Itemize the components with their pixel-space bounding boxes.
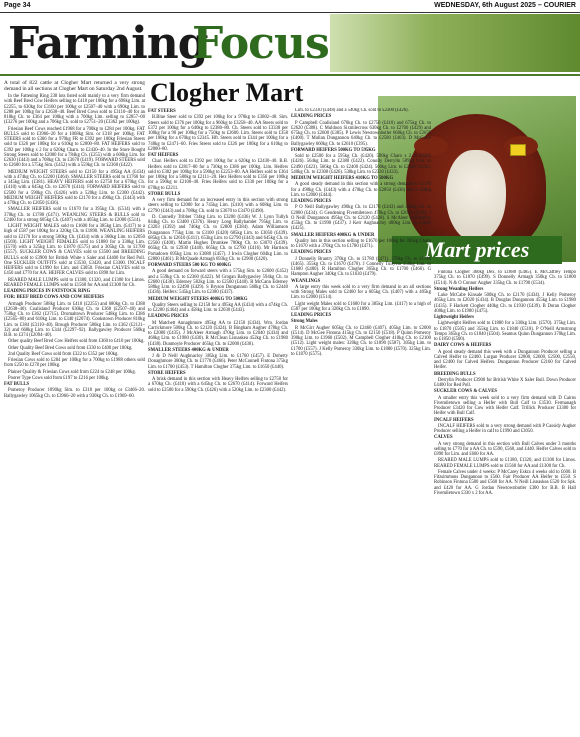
section-subheading: Strong Weanling Heifers [434,286,484,292]
section-subheading: LEADING PRICES IN FATSTOCK RING [4,289,91,294]
article-paragraph: Light weight Males sold to £1600 for a 385kg Lim. (£417) to a high of £587 per 100kg for a 320kg Ch. to £1890. [291,301,431,312]
section-subheading: CALVES [434,435,453,441]
article-paragraph: Other quality Beef Bred Cow Heifers sold from £360 to £410 per 100kg. [8,339,145,345]
article-paragraph: B.Blue Steer sold to £392 per 100kg for a 970kg to £3802–40. Sim. Steers sold to £376 per 100kg for a 960kg to £3258–40. AA Steers sold to £372 per 100kg for a 640kg to £2380–80. Ch. Steers sold to £3338 per 100kg for a 90 per 100kg for a 750kg to £2600. Lim. Steers sold to £358 per 100kg for a 670kg to £2345. Hfr. Steers sold to £344 per 100kg for a 748kg to £2471–60. Fries Steers sold to £326 per 100kg for a 610kg to £2000–80. [148,115,288,152]
article-paragraph: A good demand on forward steers with a 575kg Sim. to £2600 (£452) and a 559kg Ch. to £2360 (£422). M Grogan Ballygawley 594kg Ch. to £2600 (£438). Ederney 582kg Lim. to £2560 (£440). R McCann Ederney 580kg Lim. to £2490 (£429). S Bryson Dungannon 560kg Ch. to £2440 (£436). Heifers: 545kg Lim. to £2380 (£437). [148,269,288,296]
article-paragraph: J Donnelly Brantry 370kg Ch. to £1780 (£471). 370kg Ch. to £1720 (£465). 355kg Ch. to £1670 (£470). J Connelly Tullyvar 350kg Lim. to £1680 (£480). R Hamilton Clogher 365kg Ch. to £1700 (£466). G Hampton Augher 340kg Ch. to £1630 (£479). [291,256,431,278]
section-subheading: LEADING PRICES [148,314,189,320]
article-column-3 [291,108,431,734]
article-paragraph: P O Neill Ballygawley 490kg Ch. to £2170 (£443) and 460kg Ch. to £2000 (£434). G Gendening Fivemiletown 470kg Ch. to £2050 (£436). J O Neill Dungannon 495kg Ch. to £2120 (£428). S McAleer Ballinderry 455kg Ch. to £1990 (£437). J Kerr Aughnacloy 480kg Lim. to £2040 (£425). [291,205,431,232]
article-paragraph: A large entry this week sold to a very firm demand in an all sections with Strong Males sold to £2460 for a 605kg Ch. (£407) with a 405kg Lim. to £2000 (£514). [291,284,431,301]
masthead-field-photo [330,14,580,72]
section-subheading: LEADING PRICES [291,114,332,120]
article-paragraph: Friesian Beef Cows reached £1968 for a 700kg to £284 per 100kg. FAT BULLS sold to £3966–20 for a 1068kg Sim. or £318 per 100kg. FAT STEERS sold to £366 for a 970kg FR to £392 per 100kg Friesian Steers sold to £326 per 100kg for a 610kg to £2000–80. FAT HEIFERS sold to £392 per 100kg x 2 for a 620kg Charo. to £2430–40. In the Store Bought Strong Steers sold to £2000 for a 784kg Ch. (£255) with a 606kg Lim. for £2630 (£443) and a 708kg Ch. to £3670 (£419). FORWARD STEERS sold to £2600 for a 575kg Sim. (£452) with a 559kg Ch. to £2360 (£422). [4,126,145,169]
article-paragraph: Quality Steers selling to £2150 for a 495kg AA (£434) with a 474kg Ch. to £2200 (£464) and a 458kg Lim. to £2030 (£443). [148,302,288,313]
section-subheading: FAT HEIFERS [148,153,179,158]
article-paragraph: R McGirr Augher 605kg Ch. to £2460 (£407). 405kg Lim. to £2000 (£514). D McGee Fintona 415kg Ch. to £2150 (£518). P Quinn Pomeroy 390kg Lim. to £1960 (£502). M Campbell Clogher 410kg Ch. to £2100 (£512). Light weight males: 320kg Ch. to £1890 (£587). 305kg Lim. to £1700 (£557). J Kelly Pomeroy 330kg Lim. to £1880 (£570). 325kg Lim. to £1870 (£575). [291,325,431,357]
section-subheading: SMALLER HEIFERS 400KG & UNDER [291,232,375,238]
article-paragraph: LIGHT WEIGHT MALES sold to £1600 for a 385kg Lim. (£417) to a high of £587 per 100kg for a 320kg Ch. to £1890. WEANLING HEIFERS sold to £2170 for a strong 500kg Ch. (£434) with a 360kg Lim. to £2050 (£569). LIGHT WEIGHT FEMALES sold to £1880 for a 330kg Lim. (£570) with a 325kg Lim. to £1870 (£575) and a 305kg Ch. to £1700 (£557). SUCKLER COWS & CALVES sold to £3500 and BREEDING BULLS sold to £3900 for British White x Saler and £4400 for Red Poll. One SUCKLER OUTFITS sold at £3530, £3420, and £3300. INCALF HEIFERS sold to £1990 for Lim. and £3050. Friesian CALVES sold to £450 and £770 for AA. HEIFER CALVES sold to £890 for Lim. [4,224,145,277]
article-paragraph: J & D Neill Aughnacloy 385kg Lim. to £1760 (£457). E Doherty Donaghmore 380kg Ch. to £1770 (£466). Peter McConnell Fintona 375kg Lim. to £1700 (£453). T Hamilton Clogher 375kg Lim. to £1650 (£440). [148,354,288,370]
article-paragraph: Female Calves under 4 weeks: P McCarey Eskra 4 weeks old to £600. B Fitzsimmons Dungannon to £560. Fair Producer AA Heifer to £550. S Robinson Fintona £580 and £560 for AA. N Neill Lisnaskea £520 for Spk. and £420 for AA. G Jordan Newtownbutler £300 for B.B. B Hall Fivemiletown £330 x 2 for AA. [434,469,576,496]
section-subheading: Strong Males [291,319,318,325]
article-column-1 [4,80,145,734]
article-paragraph: SMALLER HEIFERS sold to £1670 for a 395kg Ch. (£514) with a 370kg Ch. to £1780 (£471). WEANLING STEERS & BULLS sold to £2460 for a strong 605kg Ch. (£407) with a 405kg Lim. to £2000 (£514). [4,207,145,223]
page-header-bar [0,0,580,13]
article-paragraph: 2nd Quality Beef Cows sold from £322 to £352 per 100kg. [8,351,119,357]
article-paragraph: Lightweight Heifers sold to £1880 for a 330kg Lim. (£570). 375kg Lim. to £1870 (£505) and 355kg Lim. to £1840 (£518). P O'Neill Armstrong Tempo 365kg Ch. to £1840 (£504). Seamus Quinn Dungannon 370kg Lim. to £1850 (£500). [434,321,576,342]
section-subheading: SUCKLER COWS & CALVES [434,389,497,395]
section-subheading: FORWARD HEIFERS 500KG TO 595KG [291,147,376,153]
ear-tag [510,144,526,156]
article-paragraph: A good steady demand this week with a Dungannon Producer selling a Calved Heifer to £2400. Lurgan Producer £2800, £2600, £2500, £2550, and £2400 for Calved Heifers. Dungannon Producer £2160 for Calved Heifer. [434,349,576,371]
article-paragraph: Sold to £2500 for a 595kg Ch. (£420). 590kg Charo x 2 to £2500 (£426). 564kg Lim. to £2380 (£422). Conolly Derrylin 589kg Lim. to £2490 (£423). 566kg Ch. to £2400 (£424). 560kg Lim. to £2420 (£432). 540kg Ch. to £2300 (£426). 538kg Lim. to £2330 (£433). [291,154,431,175]
masthead-word-farming: Farming [8,18,208,69]
article-paragraph: MEDIUM WEIGHT STEERS sold to £2150 for a 495kg AA (£434) with a 474kg Ch. to £2200 (£464). SMALLER STEERS sold to £1760 for a 345kg Lim. (£381). HEAVY HEIFERS sold to £2750 for a 670kg Ch. (£410) with a 645kg Ch. to £2670 (£414). FORWARD HEIFERS sold to £2500 for a 590kg Ch. (£426) with a 520kg Lim. to £2300 (£442). MEDIUM WEIGHT HEIFERS sold to £2170 for a 490kg Ch. (£443) with a 470kg Ch. to £2050 (£436). [4,169,145,206]
article-paragraph: INCALF HEIFERS sold to a very strong demand with P Cassidy Augher Producer selling a Heifer in calf to £1990 and £3050. [434,423,576,434]
section-subheading: INCALF HEIFERS [434,417,474,423]
article-paragraph: A total of 822 cattle at Clogher Mart returned a very strong demand in all sections at Clogher Mart on Saturday 2nd August. [4,80,145,92]
section-subheading: LEADING PRICES [291,199,332,204]
article-paragraph: A very firm demand for an increased entry in this section with strong steers selling to £2000 for a 745kg Lim. (£410) with a 608kg Lim. to £2790 (£443) and a 708kg Ch. sold to £3670 to £3470 (£490). [148,198,288,214]
page-number: Page 34 [4,2,31,9]
article-paragraph: A smaller entry this week sold to a very firm demand with D Cairns Fivemiletown selling a Heifer with Bull Calf to £3530. Fermanagh Producer £3420 for Cow with Heifer Calf. Trillick Producer £3300 for Heifer with Bull Calf. [434,395,576,417]
section-subheading: MEDIUM WEIGHT HEIFERS 410KG TO 500KG [291,176,394,181]
section-subheading: FORWARD STEERS 500 KG TO 600KG [148,263,232,268]
article-column-4 [434,270,576,734]
article-paragraph: Derrylin Producer £3900 for British White X Saler Bull. Down Producer £4400 for Red Poll. [434,377,576,388]
article-paragraph: REARED MALE LUMPS sold to £1380, £1320, and £1300 for Limos. REARED FEMALE LUMPS sold to £1560 for AA and £1300 for Ch. [4,277,145,288]
article-paragraph: P Campbell Coalisland 670kg Ch. to £2750 (£410) and 675kg Ch. to £2620 (£388). C Muldoon Sixmilecross 630kg Ch. to £2700 (£429) and 675kg Ch. to £2600 (£385). P Lewis Newtownbutler 668kg Ch. to £2670 (£400). T Mullan Dungannon 640kg Ch. to £2580 (£403). D McGuire Ballygawley 660kg Ch. to £2610 (£395). [291,120,431,147]
article-paragraph: Plainer Quality & Friesian Cows sold from £224 to £248 per 100kg. [8,369,136,375]
section-subheading: STORE HEIFERS [148,370,186,376]
section-subheading: FOR: BEEF BRED COWS AND COW HEIFERS [4,295,105,301]
article-paragraph: Char. Heifers sold to £392 per 100kg for a 620kg to £2430–40. B.B. Heifers sold to £2817–80 for a 730kg to £386 per 100kg. Lim. Heifers sold to £382 per 100kg for a 590kg to £2253–80. AA Heifers sold to £364 per 100kg for a 580kg to £2111–20. Hex Heifers sold to £356 per 100kg for a 590kg to £2100–40. Fries Heifers sold to £330 per 100kg for a 670kg to £2211. [148,159,288,191]
section-subheading: LEADING PRICES [291,313,332,318]
article-paragraph: Armagh Producer 588kg Lim. to £410 (£2255) and 680kg Ch. to £388 (£2638–40). Coalisland Producer 630kg Ch. to £368 (£2507–40) and 750kg Ch. to £362 (£2715). Dromaltown Producer 548kg Lim. to £386 (£2565–80) and 610kg Lim. to £340 (£2074). Cookstown Producer 810kg Lim. to £384 (£3110–40). Brough Producer 586kg Lim. to £362 (£2121–32) and 668kg Lim. to £344 (£2297–92). Ballygawley Producer 560kg B.B. to £374 (£2094–40). [4,301,145,338]
article-paragraph: In the Fattening Ring 238 lots listed sold mainly to a very firm demand with Beef Bred Cow Heifers selling to £410 per 100kg for a 698kg Lim. at £2255, to 630kg for £3160 per 100kg or £2507–40 with a 690kg Lim. to £288 per 100kg for a £2638–40. Beef Bred Cows sold to £3110–40 for an 818kg Ch. to £364 per 100kg with a 700kg Lim. selling to £2857–00 (£3276 per 100kg and a 706kg Ch. sold to £2751–20 (£3362 per 100kg). [4,94,145,126]
article-paragraph: REARED MALE LUMPS sold to £1380, £1320, and £1300 for Limos. REARED FEMALE LUMPS sold to £1560 for AA and £1300 for Ch. [434,458,576,469]
issue-date-line: WEDNESDAY, 6th August 2025 – COURIER [434,2,576,9]
article-paragraph: Poorer Type Cows sold from £197 to £216 per 100kg. [8,375,110,381]
mart-prices-banner: Mart prices [392,236,562,264]
article-paragraph: A brisk demand in this section with Heavy Heifers selling to £2750 for a 670kg Ch. (£410) with a 645kg Ch. to £2670 (£414). Forward Heifers sold to £2500 for a 590kg Ch. (£426) with a 520kg Lim. to £2300 (£442). [148,377,288,393]
section-subheading: MEDIUM WEIGHT STEERS 400KG TO 500KG [148,296,248,302]
article-paragraph: Luke McCabe Kinsale 500kg Ch. to £2170 (£434). J Kelly Pomeroy 465kg Lim. to £2020 (£434). B Douglas Dungannon 455kg Lim. to £1980 (£435). F Hackett Clogher 440kg Ch. to £1930 (£439). B Doran Clogher 400kg Lim. to £1900 (£475). [434,293,576,314]
article-paragraph: Fintona Clogher 360kg Dex. to £1880 (£485). E McCaffrey Tempo 375kg Ch. to £1870 (£499). S Donnelly Armagh 350kg Ch. to £1800 (£514). N & O Connor Augher 335kg Ch. to £1790 (£534). [434,270,576,286]
article-paragraph: Quality lots in this section selling to £1670 per 100kg for 395kg Charo to £1670 with a 370kg Ch. to £1780 (£471). [291,238,431,249]
article-paragraph: A good steady demand in this section with a strong demand to £2170 for a 490kg Ch. (£443) with a 470kg Ch. to £2050 (£436) and a 450kg Lim. to £2000 (£444). [291,182,431,198]
masthead [0,14,580,76]
cow-face-shape [446,150,506,242]
section-subheading: WEANLINGS [291,278,321,284]
section-subheading: FAT STEERS [148,109,176,114]
article-paragraph: A very strong demand in this section with Bull Calves under 3 months selling to £770 for a AA Ch. to £590, £560, and £440. Heifer Calves sold to £890 for Lim. and £660 for AA. [434,441,576,457]
section-subheading: Lightweight Heifers [434,315,474,320]
section-subheading: LEADING PRICES [291,250,332,256]
article-paragraph: M Matchett Annaghmore 495kg AA to £2150 (£434). Wm. Jordan Carrickmore 500kg Ch. to £2120 (£424). B Bingham Augher 478kg Ch. to £2080 (£435). J McAleer Armagh 470kg Lim. to £2040 (£434) and 460kg Lim. to £1980 (£430). R McClean Lisnaskea 452kg Ch. to £1980 (£438). Dunmoyle Producer 465kg Ch. to £2000 (£430). [148,320,288,347]
section-subheading: BREEDING BULLS [434,371,476,377]
article-headline: Clogher Mart [150,78,304,107]
section-subheading: STORE BULLS [148,191,181,197]
section-subheading: SMALLER STEERS 400KG & UNDER [148,347,229,353]
article-paragraph: Pomeroy Producer 1090kg Sim. to £318 per 100kg or £3466–20. Ballygawley 1065kg Ch. to £3966–20 with a 930kg Ch. to £1969–60. [4,388,145,399]
article-paragraph: Lim. to £2330 (£448) and a 540kg Ch. sold to £2300 (£426). [295,108,409,113]
section-subheading: FAT BULLS [4,382,30,387]
article-paragraph: D. Connelly Tribbet 734kg Lim. to £3200 (£436) W. J. Lynn Tullyh 844kg Ch. to £3400 (£376). Henry Long Ballyhamlet 795kg Lim. to £3203 (£392) and 746kg Ch. to £2800 (£384). Adam Williamson Dungannon 775kg Lim. to £3100 (£420) 685kg Lim. to £3050 (£439). 685kg Ch. to £2610 (£411). 653kg Lim. to £2790 (£443) and 645kg Ch. to £2560 (£400). Martin Hughes Drumkee 700kg Ch. to £3070 (£439). 665kg Ch. to £2930 (£440). 665kg Ch. to £2760 (£416). Mr Harrison Portadown 695kg Lim. to £3080 (£457). J Irwin Clogher 604kg Lim. to £2800 (£461). B McQuade Armagh 693kg Ch. to £2900 (£420). [148,214,288,262]
masthead-word-focus: Focus [192,18,329,69]
article-column-2 [148,108,288,734]
section-subheading: DAIRY COWS & HEIFERS [434,343,492,349]
article-paragraph: Other Quality Beef Bred Cows sold from £330 to £400 per 100kg. [8,345,133,351]
article-paragraph: Friesian Cows sold to £284 per 100kg for a 700kg to £1988 others sold from £250 to £278 per 100kg. [4,358,145,369]
